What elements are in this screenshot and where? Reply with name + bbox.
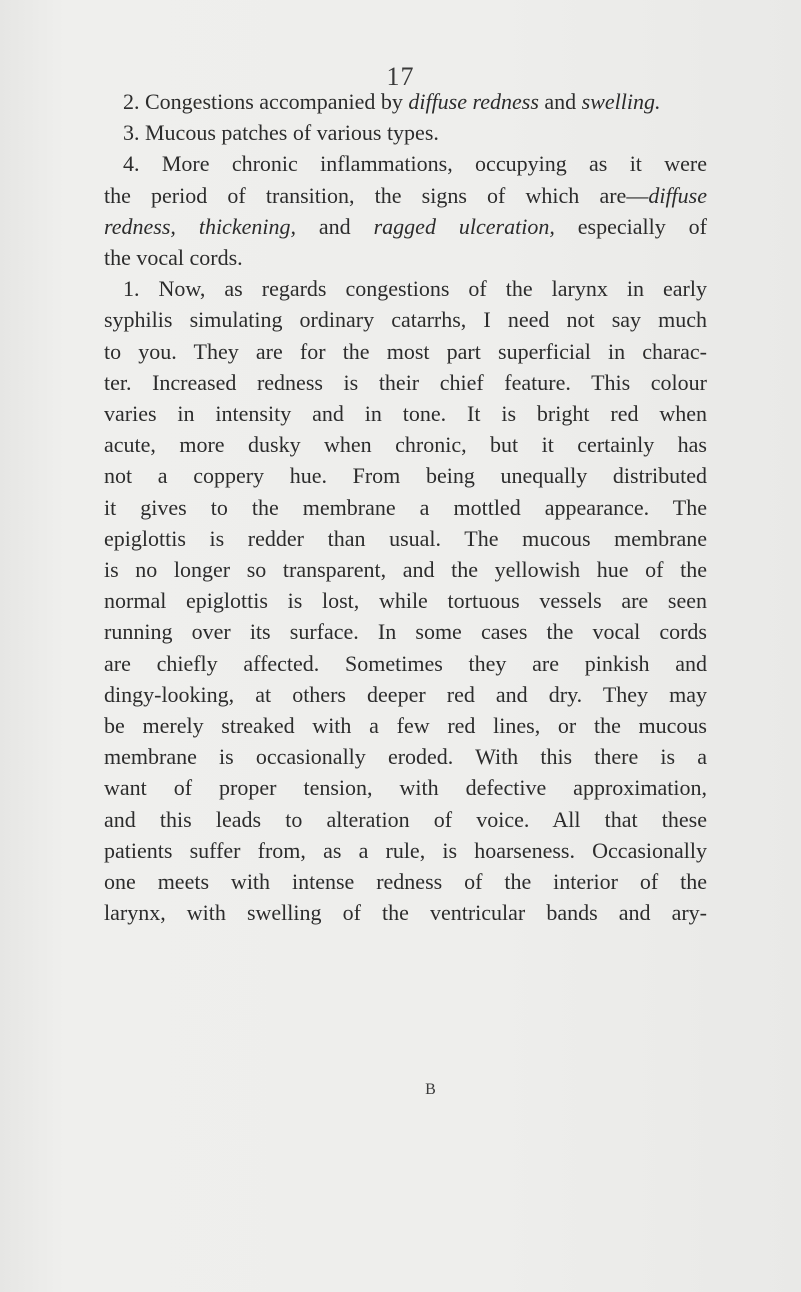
text-run: 4. More chronic inflammations, occupying as it were	[123, 151, 707, 177]
text-line	[104, 460, 707, 491]
text-run: not a coppery hue. From being unequally distributed	[104, 463, 707, 489]
text-run: to you. They are for the most part superficial in charac-	[104, 338, 707, 364]
text-run: running over its surface. In some cases the vocal cords	[104, 619, 707, 645]
text-line	[104, 897, 707, 928]
text-run: larynx, with swelling of the ventricular bands and ary-	[104, 900, 707, 926]
text-line	[104, 180, 707, 211]
text-line	[104, 148, 707, 179]
italic-text: swelling.	[581, 89, 661, 114]
text-run: acute, more dusky when chronic, but it certainly has	[104, 432, 707, 458]
text-line	[104, 273, 707, 304]
text-run: normal epiglottis is lost, while tortuous vessels are seen	[104, 588, 707, 614]
text-run: membrane is occasionally eroded. With this there is a	[104, 744, 707, 770]
text-run: and	[295, 213, 374, 239]
text-line	[104, 772, 707, 803]
text-run: is no longer so transparent, and the yellowish hue of the	[104, 557, 707, 583]
text-line	[104, 336, 707, 367]
text-line	[104, 835, 707, 866]
signature-mark: B	[425, 1081, 436, 1098]
text-run: 2. Congestions accompanied by	[123, 89, 409, 114]
text-line	[104, 367, 707, 398]
text-run: one meets with intense redness of the interior of the	[104, 869, 707, 895]
text-line	[104, 741, 707, 772]
italic-text: diffuse	[648, 182, 707, 208]
text-run: 1. Now, as regards congestions of the larynx in early	[123, 276, 707, 302]
text-run: it gives to the membrane a mottled appearance. The	[104, 494, 707, 520]
text-run: want of proper tension, with defective approximation,	[104, 775, 707, 801]
text-run: the vocal cords.	[104, 245, 243, 271]
text-line	[104, 398, 707, 429]
text-run: and	[538, 89, 582, 114]
body-text	[104, 86, 707, 928]
text-run: ter. Increased redness is their chief feature. This colour	[104, 369, 707, 395]
text-run: epiglottis is redder than usual. The mucous membrane	[104, 525, 707, 551]
text-run: be merely streaked with a few red lines, or the mucous	[104, 713, 707, 739]
text-run: and this leads to alteration of voice. All that these	[104, 806, 707, 832]
italic-text: redness, thickening,	[104, 213, 296, 239]
text-line	[104, 211, 707, 242]
text-run: patients suffer from, as a rule, is hoarseness. Occasionally	[104, 837, 707, 863]
text-run: syphilis simulating ordinary catarrhs, I need not say much	[104, 307, 707, 333]
text-run: especially of	[554, 213, 707, 239]
italic-text: ragged ulceration,	[373, 213, 555, 239]
text-line	[104, 648, 707, 679]
text-run: varies in intensity and in tone. It is bright red when	[104, 401, 707, 427]
text-line	[104, 242, 707, 273]
italic-text: diffuse redness	[408, 89, 539, 114]
text-line	[104, 492, 707, 523]
text-line	[104, 554, 707, 585]
text-line	[104, 585, 707, 616]
text-run: the period of transition, the signs of which are—	[104, 182, 649, 208]
text-line	[104, 523, 707, 554]
text-line	[104, 616, 707, 647]
text-line	[104, 804, 707, 835]
text-line	[104, 679, 707, 710]
text-line	[104, 429, 707, 460]
page-number: 17	[386, 62, 415, 91]
text-line	[104, 304, 707, 335]
text-line	[104, 710, 707, 741]
text-line	[104, 86, 707, 117]
text-line	[104, 866, 707, 897]
text-run: dingy-looking, at others deeper red and dry. They may	[104, 681, 707, 707]
text-line	[104, 117, 707, 148]
text-run: 3. Mucous patches of various types.	[123, 120, 439, 146]
text-run: are chiefly affected. Sometimes they are pinkish and	[104, 650, 707, 676]
